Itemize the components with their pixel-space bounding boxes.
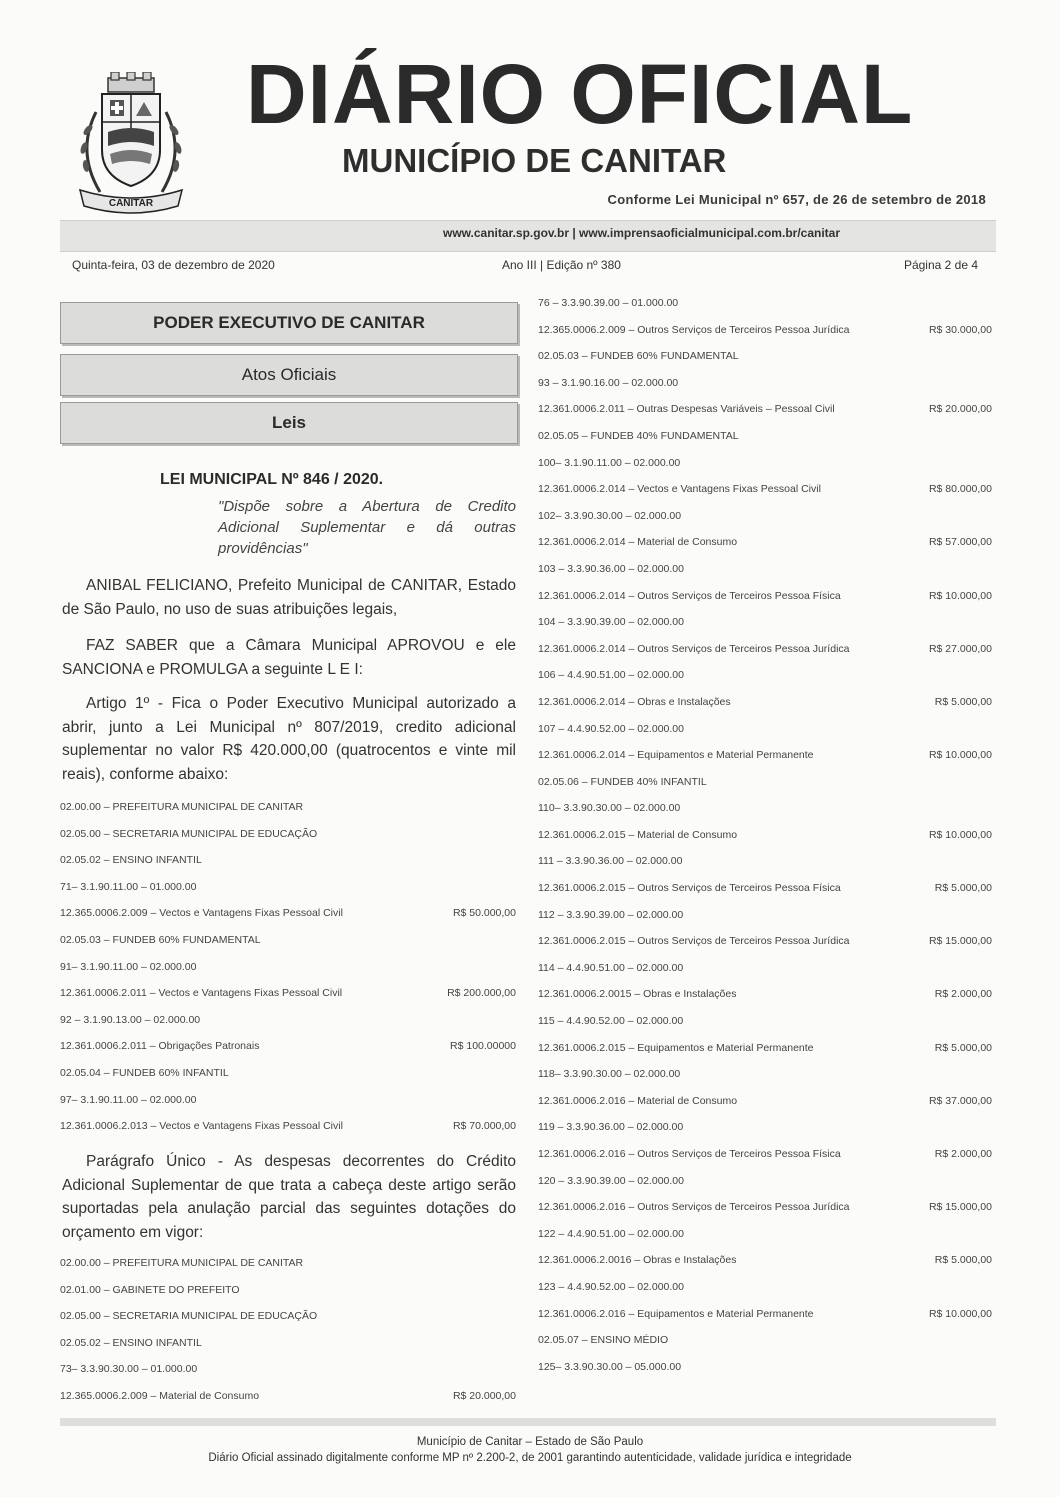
budget-line-text: 92 – 3.1.90.13.00 – 02.000.00 [60, 1013, 201, 1026]
budget-line [538, 1068, 992, 1095]
budget-line-text: 12.361.0006.2.014 – Obras e Instalações [538, 695, 731, 708]
budget-line [60, 934, 516, 961]
budget-line-text: 12.361.0006.2.015 – Outros Serviços de Terceiros Pessoa Física [538, 882, 841, 895]
budget-line [538, 1095, 992, 1122]
budget-line-text: 93 – 3.1.90.16.00 – 02.000.00 [538, 376, 679, 389]
budget-line-amount: R$ 5.000,00 [934, 882, 992, 895]
budget-line-text: 12.361.0006.2.016 – Material de Consumo [538, 1094, 738, 1107]
section-executive-power: PODER EXECUTIVO DE CANITAR [60, 302, 518, 344]
budget-line-text: 02.05.06 – FUNDEB 40% INFANTIL [538, 775, 707, 788]
budget-line-amount: R$ 10.000,00 [928, 828, 992, 841]
budget-line [538, 1254, 992, 1281]
footer-divider [60, 1418, 996, 1426]
sole-paragraph [62, 1150, 516, 1244]
budget-line-text: 100– 3.1.90.11.00 – 02.000.00 [538, 456, 681, 469]
budget-line-text: 02.05.00 – SECRETARIA MUNICIPAL DE EDUCAÇÃO [60, 827, 318, 840]
budget-line-text: 12.361.0006.2.014 – Material de Consumo [538, 536, 738, 549]
budget-line-amount: R$ 10.000,00 [928, 1307, 992, 1320]
budget-line-text: 106 – 4.4.90.51.00 – 02.000.00 [538, 669, 684, 682]
budget-line-text: 12.365.0006.2.009 – Material de Consumo [60, 1389, 260, 1402]
budget-line-text: 12.361.0006.2.0016 – Obras e Instalações [538, 1254, 737, 1267]
promulgation-text: FAZ SABER que a Câmara Municipal APROVOU e ele SANCIONA e PROMULGA a seguinte L E I: [62, 637, 516, 678]
budget-line-text: 76 – 3.3.90.39.00 – 01.000.00 [538, 297, 679, 309]
budget-line [60, 961, 516, 988]
budget-line-text: 12.361.0006.2.011 – Outras Despesas Variáveis – Pessoal Civil [538, 403, 835, 416]
budget-line [60, 828, 516, 855]
footer-municipality: Município de Canitar – Estado de São Paulo [416, 1436, 644, 1448]
budget-line-amount: R$ 5.000,00 [934, 695, 992, 708]
budget-line-text: 12.365.0006.2.009 – Vectos e Vantagens Fixas Pessoal Civil [60, 907, 343, 920]
budget-line [538, 802, 992, 829]
budget-line [60, 1094, 516, 1121]
budget-line-text: 125– 3.3.90.30.00 – 05.000.00 [538, 1360, 682, 1373]
budget-line [60, 1040, 516, 1067]
budget-line-text: 12.361.0006.2.011 – Vectos e Vantagens Fixas Pessoal Civil [60, 987, 343, 1000]
budget-line [538, 1308, 992, 1335]
section-laws: Leis [60, 402, 518, 444]
budget-line-text: 02.00.00 – PREFEITURA MUNICIPAL DE CANITAR [60, 1257, 304, 1269]
budget-line-text: 73– 3.3.90.30.00 – 01.000.00 [60, 1363, 198, 1376]
budget-line [538, 669, 992, 696]
publication-date: Quinta-feira, 03 de dezembro de 2020 [72, 258, 275, 272]
budget-line [60, 801, 516, 828]
credit-allocation-list [60, 801, 516, 1147]
budget-line-text: 12.361.0006.2.014 – Equipamentos e Material Permanente [538, 749, 814, 762]
budget-line [538, 882, 992, 909]
budget-line-text: 02.00.00 – PREFEITURA MUNICIPAL DE CANITAR [60, 801, 304, 813]
law-summary: "Dispõe sobre a Abertura de Credito Adicional Suplementar e dá outras providências" [218, 498, 516, 557]
budget-line [538, 988, 992, 1015]
budget-line [538, 1281, 992, 1308]
budget-line-text: 12.361.0006.2.0015 – Obras e Instalações [538, 988, 737, 1001]
budget-line [538, 855, 992, 882]
budget-line-text: 115 – 4.4.90.52.00 – 02.000.00 [538, 1015, 684, 1028]
budget-line-amount: R$ 2.000,00 [934, 1148, 992, 1160]
budget-line-amount: R$ 27.000,00 [928, 642, 992, 655]
budget-line-text: 12.361.0006.2.016 – Equipamentos e Material Permanente [538, 1307, 814, 1320]
budget-line [60, 987, 516, 1014]
budget-line-text: 02.05.03 – FUNDEB 60% FUNDAMENTAL [538, 350, 739, 363]
budget-line-text: 02.05.04 – FUNDEB 60% INFANTIL [60, 1066, 229, 1079]
budget-line-amount: R$ 57.000,00 [928, 536, 992, 549]
budget-line [538, 1334, 992, 1361]
budget-line-text: 02.05.02 – ENSINO INFANTIL [60, 1336, 202, 1349]
budget-line [538, 377, 992, 404]
sole-paragraph-text: Parágrafo Único - As despesas decorrentes do Crédito Adicional Suplementar de que trata a cabeça deste artigo serão suportadas pela anulação parcial das seguintes dotações do orçamento em vigor: [62, 1153, 516, 1241]
budget-line [538, 749, 992, 776]
budget-line-text: 111 – 3.3.90.36.00 – 02.000.00 [538, 855, 683, 868]
budget-line-text: 122 – 4.4.90.51.00 – 02.000.00 [538, 1227, 684, 1240]
budget-line [538, 324, 992, 351]
budget-line-text: 119 – 3.3.90.36.00 – 02.000.00 [538, 1121, 684, 1134]
budget-line-text: 02.05.03 – FUNDEB 60% FUNDAMENTAL [60, 933, 261, 946]
budget-line-text: 114 – 4.4.90.51.00 – 02.000.00 [538, 961, 684, 974]
footer-signature-notice: Diário Oficial assinado digitalmente conforme MP nº 2.200-2, de 2001 garantindo autenticidade, validade jurídica e integridade [208, 1452, 852, 1464]
budget-line [538, 297, 992, 324]
budget-line-text: 110– 3.3.90.30.00 – 02.000.00 [538, 802, 681, 815]
budget-line [60, 854, 516, 881]
edition-number: Ano III | Edição nº 380 [502, 258, 621, 272]
gazette-title: DIÁRIO OFICIAL [246, 47, 914, 141]
budget-line-text: 02.05.05 – FUNDEB 40% FUNDAMENTAL [538, 429, 739, 442]
law-preamble [62, 574, 516, 621]
crest-label: CANITAR [108, 198, 154, 209]
budget-line-text: 12.361.0006.2.015 – Equipamentos e Material Permanente [538, 1041, 814, 1054]
budget-line-amount: R$ 80.000,00 [928, 483, 992, 496]
budget-line [538, 430, 992, 457]
budget-line [538, 1175, 992, 1202]
budget-line-text: 91– 3.1.90.11.00 – 02.000.00 [60, 960, 197, 973]
budget-line [538, 483, 992, 510]
budget-line-amount: R$ 5.000,00 [934, 1254, 992, 1267]
budget-line-amount: R$ 70.000,00 [452, 1120, 516, 1133]
budget-line [538, 1015, 992, 1042]
budget-line [60, 1363, 516, 1390]
budget-line [60, 1337, 516, 1364]
budget-line-amount: R$ 50.000,00 [452, 907, 516, 920]
budget-line-text: 102– 3.3.90.30.00 – 02.000.00 [538, 509, 682, 522]
budget-line [538, 935, 992, 962]
budget-line [60, 881, 516, 908]
budget-line [538, 909, 992, 936]
budget-line-text: 103 – 3.3.90.36.00 – 02.000.00 [538, 562, 684, 575]
budget-line [60, 1390, 516, 1417]
budget-line [538, 616, 992, 643]
annulment-list [60, 1257, 516, 1417]
budget-line [538, 1228, 992, 1255]
budget-line-text: 12.365.0006.2.009 – Outros Serviços de Terceiros Pessoa Jurídica [538, 323, 850, 336]
budget-line-text: 12.361.0006.2.014 – Outros Serviços de Terceiros Pessoa Jurídica [538, 642, 850, 655]
budget-line [60, 1284, 516, 1311]
legal-basis: Conforme Lei Municipal nº 657, de 26 de setembro de 2018 [607, 192, 986, 207]
budget-line-amount: R$ 100.00000 [450, 1040, 516, 1053]
budget-line [538, 1201, 992, 1228]
budget-line [538, 776, 992, 803]
budget-line-text: 71– 3.1.90.11.00 – 01.000.00 [60, 880, 197, 893]
budget-line-amount: R$ 10.000,00 [928, 589, 992, 602]
right-column-budget-list [538, 297, 992, 1387]
budget-line [538, 829, 992, 856]
budget-line-text: 12.361.0006.2.015 – Material de Consumo [538, 828, 738, 841]
budget-line-text: 123 – 4.4.90.52.00 – 02.000.00 [538, 1280, 684, 1293]
budget-line [538, 1121, 992, 1148]
budget-line [538, 457, 992, 484]
budget-line [538, 536, 992, 563]
municipal-coat-of-arms [66, 72, 196, 220]
promulgation-clause [62, 634, 516, 681]
budget-line [538, 1148, 992, 1175]
budget-line-text: 02.01.00 – GABINETE DO PREFEITO [60, 1283, 240, 1296]
budget-line-amount: R$ 15.000,00 [928, 935, 992, 948]
budget-line-text: 02.05.07 – ENSINO MÉDIO [538, 1334, 669, 1347]
website-links[interactable]: www.canitar.sp.gov.br | www.imprensaoficialmunicipal.com.br/canitar [442, 226, 840, 240]
budget-line-text: 02.05.00 – SECRETARIA MUNICIPAL DE EDUCAÇÃO [60, 1310, 318, 1323]
budget-line [538, 962, 992, 989]
budget-line-text: 107 – 4.4.90.52.00 – 02.000.00 [538, 722, 684, 735]
budget-line [60, 907, 516, 934]
budget-line [538, 350, 992, 377]
budget-line-text: 118– 3.3.90.30.00 – 02.000.00 [538, 1068, 681, 1081]
page-number: Página 2 de 4 [903, 258, 978, 272]
budget-line-text: 112 – 3.3.90.39.00 – 02.000.00 [538, 908, 684, 921]
budget-line [538, 1361, 992, 1388]
budget-line-amount: R$ 200.000,00 [447, 987, 516, 1000]
budget-line-amount: R$ 37.000,00 [928, 1094, 992, 1107]
budget-line-text: 12.361.0006.2.016 – Outros Serviços de Terceiros Pessoa Jurídica [538, 1201, 850, 1214]
budget-line-text: 12.361.0006.2.015 – Outros Serviços de Terceiros Pessoa Jurídica [538, 935, 850, 948]
budget-line [60, 1310, 516, 1337]
budget-line-amount: R$ 5.000,00 [934, 1041, 992, 1054]
preamble-text: ANIBAL FELICIANO, Prefeito Municipal de CANITAR, Estado de São Paulo, no uso de suas atribuições legais, [62, 577, 516, 618]
budget-line [538, 723, 992, 750]
article-1 [62, 692, 516, 786]
budget-line-amount: R$ 20.000,00 [928, 403, 992, 416]
budget-line [538, 563, 992, 590]
budget-line-text: 104 – 3.3.90.39.00 – 02.000.00 [538, 616, 684, 629]
law-title: LEI MUNICIPAL Nº 846 / 2020. [160, 471, 384, 488]
budget-line [60, 1257, 516, 1284]
article-1-text: Artigo 1º - Fica o Poder Executivo Municipal autorizado a abrir, junto a Lei Municipal nº 807/2019, credito adicional suplementar no valor R$ 420.000,00 (quatrocentos e vinte mil reais), conforme abaixo: [62, 695, 516, 783]
budget-line [538, 590, 992, 617]
budget-line-text: 12.361.0006.2.014 – Outros Serviços de Terceiros Pessoa Física [538, 589, 841, 602]
budget-line-text: 12.361.0006.2.013 – Vectos e Vantagens Fixas Pessoal Civil [60, 1120, 343, 1133]
budget-line [538, 403, 992, 430]
budget-line-amount: R$ 30.000,00 [928, 323, 992, 336]
budget-line [538, 1042, 992, 1069]
municipality-name: MUNICÍPIO DE CANITAR [342, 142, 727, 179]
budget-line-text: 12.361.0006.2.011 – Obrigações Patronais [60, 1040, 260, 1053]
budget-line-text: 120 – 3.3.90.39.00 – 02.000.00 [538, 1174, 684, 1187]
budget-line [538, 696, 992, 723]
budget-line [60, 1067, 516, 1094]
budget-line [60, 1014, 516, 1041]
budget-line-text: 97– 3.1.90.11.00 – 02.000.00 [60, 1093, 197, 1106]
budget-line-amount: R$ 2.000,00 [934, 988, 992, 1001]
budget-line-text: 12.361.0006.2.016 – Outros Serviços de Terceiros Pessoa Física [538, 1148, 841, 1160]
section-official-acts: Atos Oficiais [60, 354, 518, 396]
budget-line-text: 12.361.0006.2.014 – Vectos e Vantagens Fixas Pessoal Civil [538, 483, 821, 496]
budget-line-amount: R$ 15.000,00 [928, 1201, 992, 1214]
budget-line [60, 1120, 516, 1147]
budget-line [538, 643, 992, 670]
budget-line-text: 02.05.02 – ENSINO INFANTIL [60, 854, 202, 867]
budget-line [538, 510, 992, 537]
budget-line-amount: R$ 20.000,00 [452, 1389, 516, 1402]
budget-line-amount: R$ 10.000,00 [928, 749, 992, 762]
